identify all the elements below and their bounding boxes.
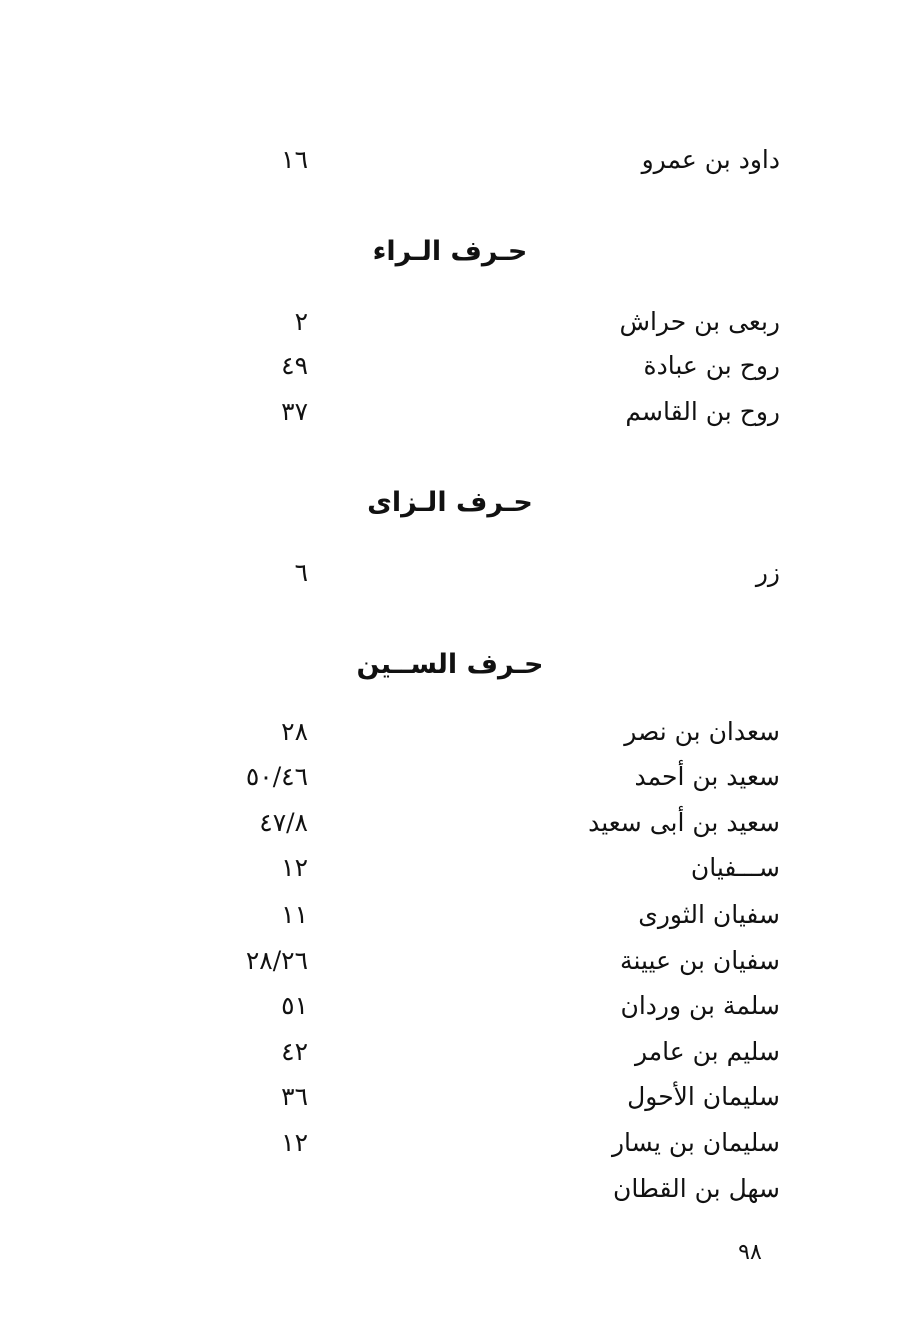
page-number: ٩٨ <box>738 1240 762 1265</box>
entry-pages: ٤٢ <box>281 1037 308 1066</box>
entry-pages: ١٢ <box>281 853 308 882</box>
section-heading-sin: حـرف الســين <box>356 649 544 680</box>
index-entry <box>200 346 780 386</box>
entry-pages: ٢٨/٢٦ <box>245 946 308 975</box>
entry-pages: ١٦ <box>281 145 308 174</box>
index-entry <box>200 712 780 752</box>
section-heading-ra: حـرف الـراء <box>372 236 528 267</box>
entry-pages: ٤٩ <box>281 351 308 380</box>
entry-name: سليمان بن يسار <box>611 1128 780 1157</box>
index-entry <box>200 1169 780 1209</box>
entry-name: سهل بن القطان <box>613 1174 780 1203</box>
index-entry <box>200 803 780 843</box>
entry-pages: ٥٠/٤٦ <box>245 762 308 791</box>
entry-name: سفيان بن عيينة <box>620 946 780 975</box>
entry-name: روح بن عبادة <box>643 351 780 380</box>
index-entry <box>200 553 780 593</box>
entry-name: روح بن القاسم <box>625 397 780 426</box>
entry-name: سليم بن عامر <box>634 1037 780 1066</box>
entry-pages: ٢ <box>294 307 308 336</box>
index-entry <box>200 1123 780 1163</box>
index-entry <box>200 1077 780 1117</box>
index-entry <box>200 941 780 981</box>
entry-name: سفيان الثورى <box>638 900 780 929</box>
entry-name: ربعى بن حراش <box>619 307 780 336</box>
index-entry <box>200 757 780 797</box>
index-entry <box>200 140 780 180</box>
entry-name: سعيد بن أحمد <box>634 762 780 791</box>
entry-name: سلمة بن وردان <box>620 991 780 1020</box>
entry-pages: ٦ <box>294 558 308 587</box>
entry-name: زر <box>755 558 780 587</box>
entry-pages: ٤٧/٨ <box>259 808 308 837</box>
index-entry <box>200 392 780 432</box>
entry-name: سعيد بن أبى سعيد <box>588 808 780 837</box>
index-entry <box>200 848 780 888</box>
index-entry <box>200 302 780 342</box>
entry-pages: ٣٦ <box>281 1082 308 1111</box>
entry-name: ســـفيان <box>690 853 780 882</box>
index-entry <box>200 895 780 935</box>
index-entry <box>200 986 780 1026</box>
entry-name: داود بن عمرو <box>641 145 780 174</box>
entry-name: سعدان بن نصر <box>624 717 780 746</box>
entry-pages: ١٢ <box>281 1128 308 1157</box>
entry-name: سليمان الأحول <box>627 1082 780 1111</box>
entry-pages: ١١ <box>281 900 308 929</box>
section-heading-zay: حـرف الـزاى <box>367 487 533 518</box>
entry-pages: ٥١ <box>281 991 308 1020</box>
index-entry <box>200 1032 780 1072</box>
entry-pages: ٢٨ <box>281 717 308 746</box>
entry-pages: ٣٧ <box>281 397 308 426</box>
